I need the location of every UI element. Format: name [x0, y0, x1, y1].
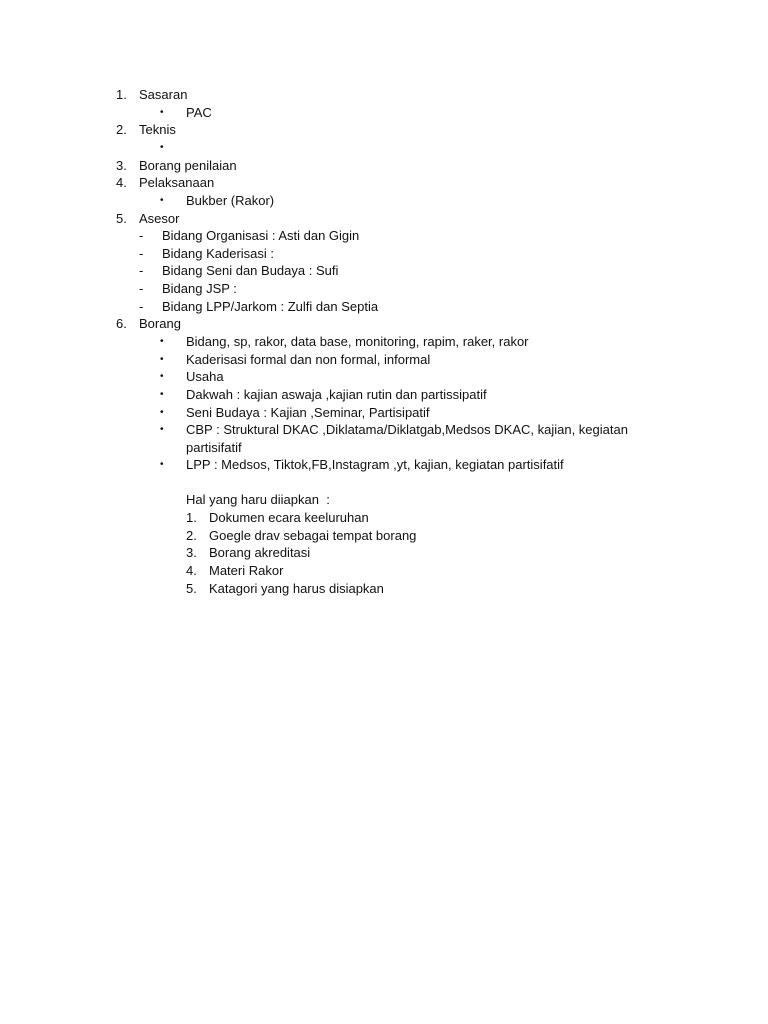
item-number: 5. — [116, 211, 127, 226]
bullet-label: CBP : Struktural DKAC ,Diklatama/Diklatgab,Medsos DKAC, kajian, kegiatan — [186, 422, 628, 437]
bullet-label: PAC — [186, 105, 212, 120]
dash-label: Bidang Kaderisasi : — [162, 246, 275, 261]
note-heading-text: Hal yang haru diiapkan : — [186, 492, 330, 507]
bullet-icon: • — [160, 354, 164, 365]
note-number: 1. — [186, 510, 197, 525]
item-label: Sasaran — [139, 87, 188, 102]
item-label: Asesor — [139, 211, 180, 226]
bullet-icon: • — [160, 371, 164, 382]
bullet-icon: • — [160, 107, 164, 118]
item-number: 6. — [116, 316, 127, 331]
bullet-icon: • — [160, 407, 164, 418]
bullet-icon: • — [160, 389, 164, 400]
item-label: Pelaksanaan — [139, 175, 215, 190]
item-number: 4. — [116, 175, 127, 190]
note-number: 3. — [186, 545, 197, 560]
item-number: 3. — [116, 158, 127, 173]
dash-label: Bidang LPP/Jarkom : Zulfi dan Septia — [162, 299, 379, 314]
bullet-icon: • — [160, 195, 164, 206]
bullet-icon: • — [160, 336, 164, 347]
note-label: Goegle drav sebagai tempat borang — [209, 528, 417, 543]
dash-label: Bidang Organisasi : Asti dan Gigin — [162, 228, 360, 243]
note-number: 4. — [186, 563, 197, 578]
note-number: 5. — [186, 581, 197, 596]
bullet-label: Kaderisasi formal dan non formal, informal — [186, 352, 431, 367]
bullet-icon: • — [160, 459, 164, 470]
bullet-icon: • — [160, 424, 164, 435]
note-label: Materi Rakor — [209, 563, 284, 578]
note-label: Katagori yang harus disiapkan — [209, 581, 384, 596]
dash-marker: - — [139, 281, 144, 296]
bullet-label: partisifatif — [186, 440, 242, 455]
item-number: 1. — [116, 87, 127, 102]
bullet-label: Bukber (Rakor) — [186, 193, 275, 208]
dash-marker: - — [139, 299, 144, 314]
bullet-label: Usaha — [186, 369, 224, 384]
dash-marker: - — [139, 246, 144, 261]
item-label: Teknis — [139, 122, 176, 137]
bullet-icon: • — [160, 142, 164, 153]
bullet-label: Seni Budaya : Kajian ,Seminar, Partisipatif — [186, 405, 430, 420]
bullet-label: Dakwah : kajian aswaja ,kajian rutin dan partissipatif — [186, 387, 487, 402]
item-number: 2. — [116, 122, 127, 137]
bullet-label: LPP : Medsos, Tiktok,FB,Instagram ,yt, kajian, kegiatan partisifatif — [186, 457, 564, 472]
note-label: Borang akreditasi — [209, 545, 311, 560]
bullet-label: Bidang, sp, rakor, data base, monitoring, rapim, raker, rakor — [186, 334, 529, 349]
note-label: Dokumen ecara keeluruhan — [209, 510, 369, 525]
note-number: 2. — [186, 528, 197, 543]
dash-marker: - — [139, 263, 144, 278]
dash-marker: - — [139, 228, 144, 243]
dash-label: Bidang Seni dan Budaya : Sufi — [162, 263, 339, 278]
item-label: Borang — [139, 316, 181, 331]
dash-label: Bidang JSP : — [162, 281, 237, 296]
item-label: Borang penilaian — [139, 158, 237, 173]
